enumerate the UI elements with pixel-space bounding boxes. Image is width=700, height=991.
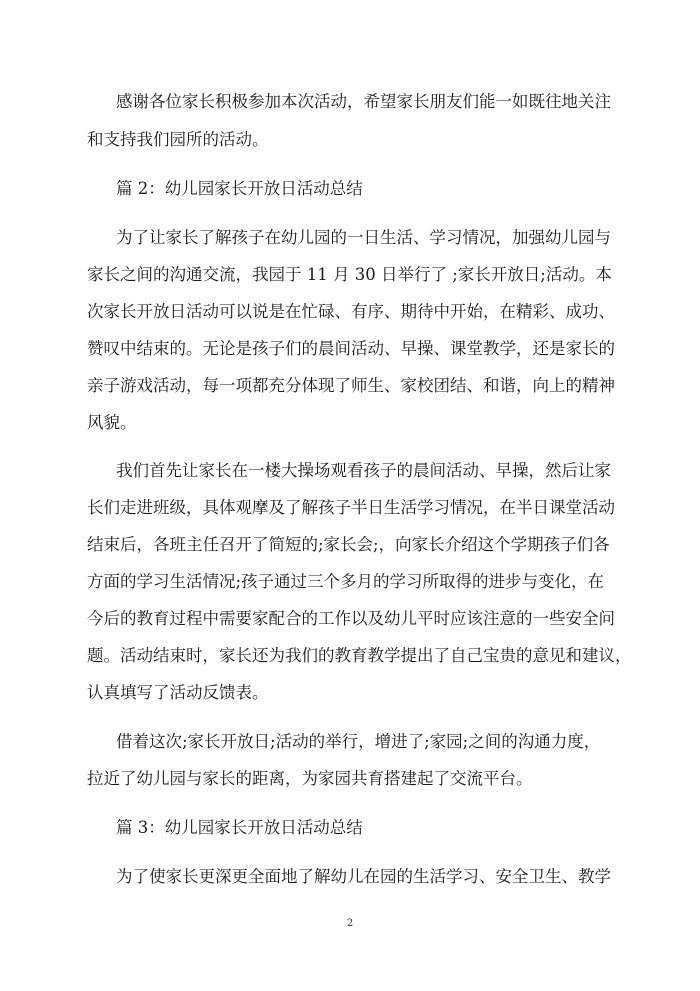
- paragraph-2-line-4: 赞叹中结束的。无论是孩子们的晨间活动、早操、课堂教学，还是家长的: [87, 339, 615, 358]
- paragraph-2-line-2: 家长之间的沟通交流，我园于 11 月 30 日举行了 ;家长开放日;活动。本: [87, 265, 612, 284]
- paragraph-3-line-3: 结束后，各班主任召开了简短的;家长会;，向家长介绍这个学期孩子们各: [87, 535, 610, 554]
- paragraph-3-line-6: 题。活动结束时，家长还为我们的教育教学提出了自己宝贵的意见和建议，: [87, 646, 632, 665]
- section-heading-2: 篇 2：幼儿园家长开放日活动总结: [116, 179, 363, 198]
- paragraph-1-line-1: 感谢各位家长积极参加本次活动，希望家长朋友们能一如既往地关注: [116, 92, 611, 111]
- paragraph-3-line-2: 长们走进班级，具体观摩及了解孩子半日生活学习情况，在半日课堂活动: [87, 498, 615, 517]
- paragraph-2-line-6: 风貌。: [87, 413, 137, 432]
- paragraph-4-line-2: 拉近了幼儿园与家长的距离，为家园共育搭建起了交流平台。: [87, 769, 533, 788]
- paragraph-5-line-1: 为了使家长更深更全面地了解幼儿在园的生活学习、安全卫生、教学: [116, 867, 611, 886]
- page-number: 2: [346, 918, 354, 929]
- paragraph-3-line-1: 我们首先让家长在一楼大操场观看孩子的晨间活动、早操，然后让家: [116, 461, 611, 480]
- paragraph-2-line-1: 为了让家长了解孩子在幼儿园的一日生活、学习情况，加强幼儿园与: [116, 228, 611, 247]
- paragraph-4-line-1: 借着这次;家长开放日;活动的举行，增进了;家园;之间的沟通力度，: [116, 732, 601, 751]
- section-heading-3: 篇 3：幼儿园家长开放日活动总结: [116, 818, 363, 837]
- paragraph-3-line-5: 今后的教育过程中需要家配合的工作以及幼儿平时应该注意的一些安全问: [87, 609, 615, 628]
- paragraph-3-line-4: 方面的学习生活情况;孩子通过三个多月的学习所取得的进步与变化，在: [87, 572, 605, 591]
- paragraph-3-line-7: 认真填写了活动反馈表。: [87, 683, 269, 702]
- paragraph-1-line-2: 和支持我们园所的活动。: [87, 130, 269, 149]
- paragraph-2-line-5: 亲子游戏活动，每一项都充分体现了师生、家校团结、和谐，向上的精神: [87, 376, 615, 395]
- paragraph-2-line-3: 次家长开放日活动可以说是在忙碌、有序、期待中开始，在精彩、成功、: [87, 302, 615, 321]
